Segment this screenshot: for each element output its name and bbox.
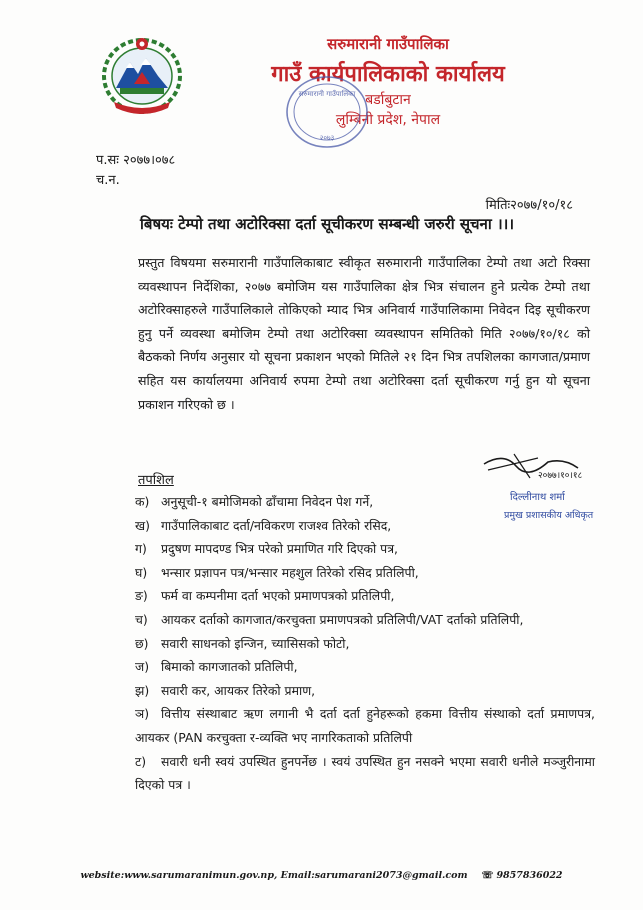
- signatory-title: प्रमुख प्रशासकीय अधिकृत: [504, 510, 594, 521]
- list-item-text: प्रदुषण मापदण्ड भित्र परेको प्रमाणित गरि दिएको पत्र,: [161, 541, 398, 557]
- list-item: [135, 750, 595, 797]
- nepal-emblem-icon: [96, 32, 188, 118]
- list-marker: च): [135, 611, 148, 627]
- list-item-text: बिमाको कागजातको प्रतिलिपी,: [161, 659, 298, 675]
- required-documents-list: [135, 490, 595, 797]
- municipality-name: सरुमारानी गाउँपालिका: [327, 35, 449, 53]
- list-item: [135, 632, 595, 656]
- list-marker: ग): [135, 541, 147, 557]
- phone-icon: ☏: [481, 870, 494, 881]
- list-item: [135, 561, 595, 585]
- list-item: [135, 679, 595, 703]
- list-item-text: आयकर दर्ताको कागजात/करचुक्ता प्रमाणपत्रको प्रतिलिपी/VAT दर्ताको प्रतिलिपी,: [161, 611, 524, 627]
- list-marker: ख): [135, 517, 150, 533]
- list-item-text: सवारी धनी स्वयं उपस्थित हुनपर्नेछ । स्वयं उपस्थित हुन नसक्ने भएमा सवारी धनीले मञ्जुरीनामा दिएको पत्र ।: [135, 753, 595, 793]
- list-item-text: भन्सार प्रज्ञापन पत्र/भन्सार महशुल तिरेको रसिद प्रतिलिपी,: [161, 564, 419, 580]
- office-name: गाउँ कार्यपालिकाको कार्यालय: [271, 62, 505, 87]
- seal-text: सरुमारानी गाउँपालिका: [298, 90, 356, 98]
- dispatch-number: च.न.: [96, 173, 120, 188]
- list-item-text: वित्तीय संस्थाबाट ऋण लगानी भै दर्ता दर्ता हुनेहरूको हकमा वित्तीय संस्थाको दर्ता प्रमाणपत्र, आयकर (PAN करचुक्ता र-व्यक्ति भए नागरिकताको प्रतिलिपी: [135, 706, 595, 745]
- signatory-name: दिल्लीनाथ शर्मा: [510, 492, 565, 503]
- list-item: [135, 584, 595, 608]
- list-item: [135, 514, 595, 538]
- address-line-2: लुम्बिनी प्रदेश, नेपाल: [335, 112, 441, 128]
- list-item: [135, 490, 595, 514]
- list-marker: ज): [135, 659, 150, 675]
- notice-date: मितिः२०७७/१०/१८: [485, 198, 573, 213]
- list-item-text: गाउँपालिकाबाट दर्ता/नविकरण राजश्व तिरेको रसिद,: [161, 517, 392, 533]
- list-item-text: सवारी साधनको इन्जिन, च्यासिसको फोटो,: [161, 635, 350, 651]
- list-marker: क): [135, 494, 150, 509]
- list-marker: झ): [135, 682, 150, 698]
- footer-contact: [0, 870, 643, 881]
- notice-body: प्रस्तुत विषयमा सरुमारानी गाउँपालिकाबाट स्वीकृत सरुमारानी गाउँपालिका टेम्पो तथा अटो रिक्सा व्यवस्थापन निर्देशिका, २०७७ बमोजिम यस गाउँपालिका क्षेत्र भित्र संचालन हुने प्रत्येक टेम्पो तथा अटोरिक्साहरुले गाउँपालिकाले तोकिएको म्याद भित्र अनिवार्य गाउँपालिकामा निवेदन दिइ सूचीकरण हुनु पर्ने व्यवस्था बमोजिम टेम्पो तथा अटोरिक्सा व्यवस्थापन समितिको मिति २०७७/१०/१८ को बैठकको निर्णय अनुसार यो सूचना प्रकाशन भएको मितिले २१ दिन भित्र तपशिलका कागजात/प्रमाण सहित यस कार्यालयमा अनिवार्य रुपमा टेम्पो तथा अटोरिक्सा दर्ता सूचीकरण गर्नु हुन यो सूचना प्रकाशन गरिएको छ ।: [138, 255, 590, 412]
- list-marker: ञ): [135, 706, 150, 722]
- list-item: [135, 608, 595, 632]
- footer-phone: 9857836022: [496, 870, 563, 881]
- list-item: [135, 702, 595, 749]
- office-seal-stamp: [284, 74, 370, 150]
- list-marker: घ): [135, 564, 148, 580]
- list-item: [135, 655, 595, 679]
- list-marker: छ): [135, 635, 149, 651]
- footer-website-email: website:www.sarumaranimun.gov.np, Email:sarumarani2073@gmail.com: [80, 870, 468, 881]
- list-item: [135, 537, 595, 561]
- list-item-text: सवारी कर, आयकर तिरेको प्रमाण,: [161, 682, 316, 698]
- list-item-text: फर्म वा कम्पनीमा दर्ता भएको प्रमाणपत्रको प्रतिलिपी,: [161, 588, 395, 604]
- notice-subject: बिषयः टेम्पो तथा अटोरिक्सा दर्ता सूचीकरण सम्बन्धी जरुरी सूचना ।।।: [140, 215, 515, 233]
- list-item-text: अनुसूची-१ बमोजिमको ढाँचामा निवेदन पेश गर्ने,: [161, 494, 374, 509]
- details-heading: तपशिल: [138, 473, 174, 488]
- address-line-1: बर्डाबुटान: [365, 92, 411, 108]
- signature-date: २०७७।१०।१८: [538, 471, 583, 481]
- list-marker: ङ): [135, 588, 148, 604]
- reference-number: प.सः २०७७।०७८: [96, 153, 176, 168]
- list-marker: ट): [135, 753, 147, 769]
- seal-year: २०७३: [319, 134, 335, 142]
